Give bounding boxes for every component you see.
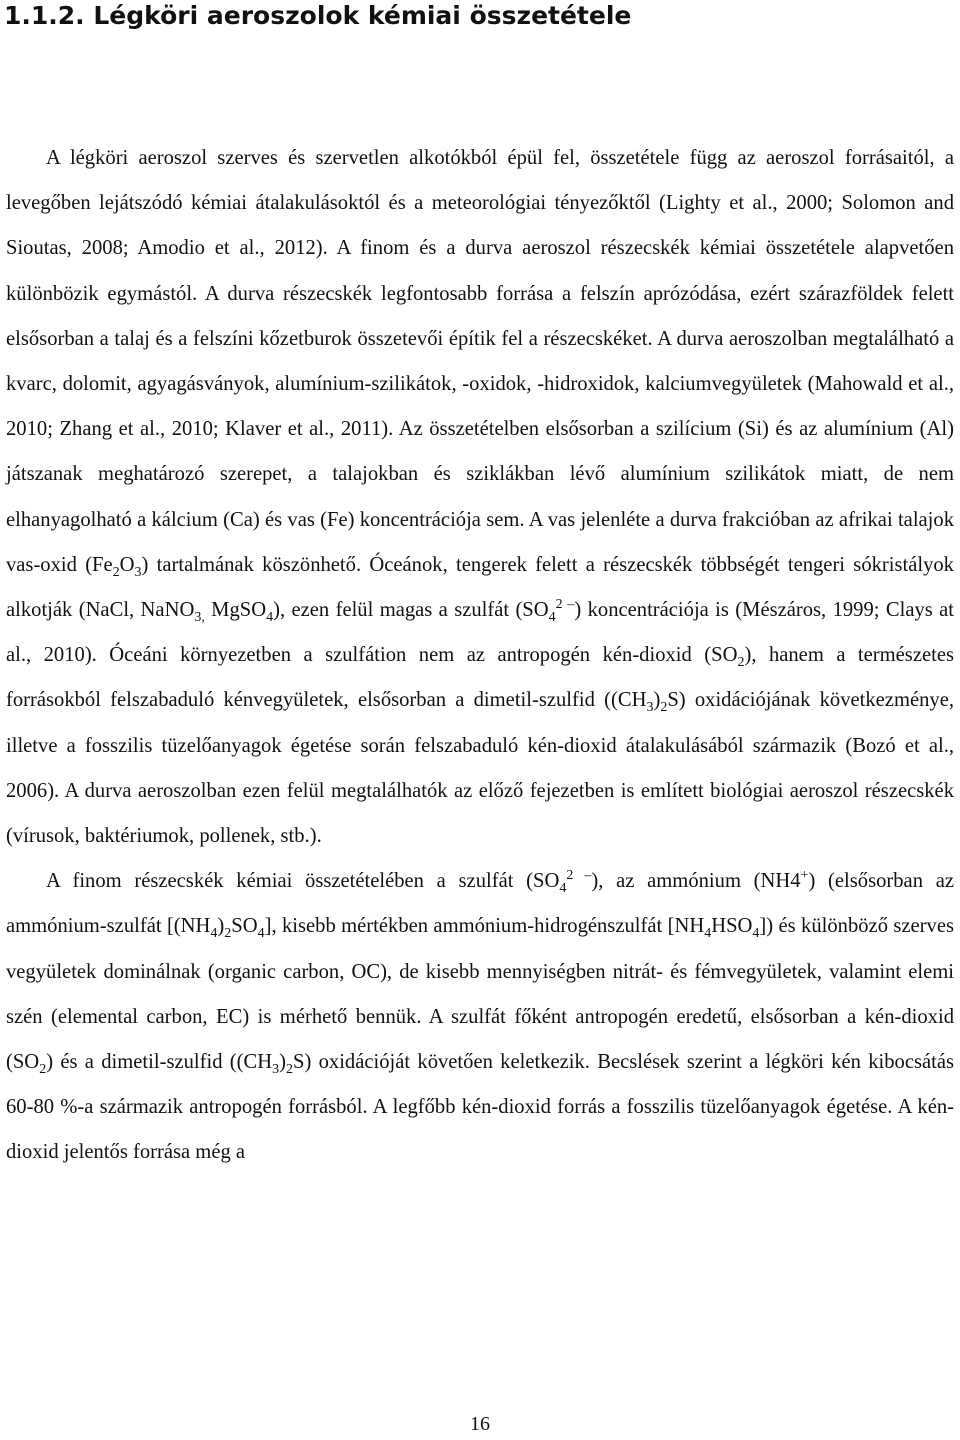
text-segment: O — [119, 553, 135, 576]
text-segment: SO — [231, 915, 258, 938]
text-segment: ) és a dimetil-szulfid ((CH — [46, 1051, 273, 1074]
superscript: 2 – — [555, 597, 575, 613]
text-segment: S) oxidációját követően keletkezik. Becslések szerint a légköri kén kibocsátás 60-80 %-a származik antropogén forrásból. A legfőbb kén-dioxid forrás a fosszilis tüzelőanyagok égetése. A kén-dioxid jelentős forrása még a — [6, 1051, 954, 1164]
subscript: 2 — [112, 564, 120, 580]
subscript: 4 — [257, 926, 265, 942]
subscript: 4 — [752, 926, 760, 942]
text-segment: A légköri aeroszol szerves és szervetlen alkotókból épül fel, összetétele függ az aeroszol forrásaitól, a levegőben lejátszódó kémiai átalakulásoktól és a meteorológiai tényezőktől (Lighty et al., 2000; Solomon and Sioutas, 2008; Amodio et al., 2012). A finom és a durva aeroszol részecskék kémiai összetétele alapvetően különbözik egymástól. — [6, 147, 954, 305]
text-segment: MgSO — [204, 599, 267, 622]
text-segment: A durva részecskék legfontosabb forrása a felszín aprózódása, ezért szárazföldek felett elsősorban a talaj és a felszíni kőzetburok összetevői építik fel a részecskéket. A durva aeroszolban megtalálható a kvarc, dolomit, agyagásványok, alumínium-szilikátok, -oxidok, -hidroxidok, kalciumvegyületek (Mahowald et al., 2010; Zhang et al., 2010; Klaver et al., 2011). Az összetételben elsősorban a szilícium (Si) és az alumínium (Al) játszanak meghatározó szerepet, a talajokban és sziklákban lévő alumínium szilikátok miatt, de nem elhanyagolható a kálcium (Ca) és vas (Fe) koncentrációja sem. A vas jelenléte a durva frakcióban az afrikai talajok vas-oxid (Fe — [6, 282, 955, 576]
subscript: 3 — [134, 564, 142, 580]
subscript: 3 — [646, 700, 654, 716]
text-segment: A finom részecskék kémiai összetételében a szulfát (SO — [46, 870, 560, 893]
body-text — [6, 136, 954, 1176]
page-number: 16 — [470, 1413, 490, 1435]
text-segment: ), ezen felül magas a szulfát (SO — [273, 599, 549, 622]
superscript: 2 – — [566, 868, 592, 884]
subscript: 2 — [285, 1062, 293, 1078]
subscript: 3 — [272, 1062, 280, 1078]
subscript: 4 — [548, 610, 556, 626]
subscript: 4 — [704, 926, 712, 942]
subscript: 2 — [224, 926, 232, 942]
subscript: 4 — [210, 926, 218, 942]
text-segment: ) (elsősorban az ammónium-szulfát [(NH — [6, 870, 954, 938]
text-segment: S) oxidációjának következménye, illetve a fosszilis tüzelőanyagok égetése során felszabaduló kén-dioxid átalakulásából származik (Bozó et al., 2006). A durva aeroszolban ezen felül megtalálhatók az előző fejezetben is említett biológiai aeroszol részecskék (vírusok, baktériumok, pollenek, stb.). — [6, 689, 954, 848]
text-segment: ) — [653, 689, 661, 712]
superscript: + — [800, 868, 809, 884]
subscript: 2 — [737, 655, 745, 671]
text-segment: ), hanem a természetes forrásokból felszabaduló kénvegyületek, elsősorban a dimetil-szulfid ((CH — [6, 644, 954, 712]
subscript: 4 — [266, 610, 274, 626]
text-segment: ) koncentrációja is (Mészáros, 1999; Clays at al., 2010). Óceáni környezetben a szulfátion nem az antropogén kén-dioxid (SO — [6, 599, 955, 667]
paragraph-fine-particles — [6, 859, 954, 1175]
section-heading: 1.1.2. Légköri aeroszolok kémiai összetétele — [4, 1, 632, 30]
paragraph-composition-intro — [6, 136, 954, 859]
text-segment: ], kisebb mértékben ammónium-hidrogénszulfát [NH — [264, 915, 705, 938]
text-segment: ) tartalmának köszönhető. Óceánok, tengerek felett a részecskék többségét tengeri sókristályok alkotják (NaCl, NaNO — [6, 553, 954, 622]
text-segment: HSO — [711, 915, 753, 938]
subscript: 3, — [194, 610, 205, 626]
subscript: 2 — [660, 700, 668, 716]
text-segment: ), az ammónium (NH4 — [591, 870, 801, 893]
text-segment: ) — [279, 1051, 286, 1074]
text-segment: ) — [217, 915, 225, 938]
subscript: 2 — [39, 1062, 47, 1078]
text-segment: ]) és különböző szerves vegyületek dominálnak (organic carbon, OC), de kisebb mennyiségben nitrát- és fémvegyületek, valamint elemi szén (elemental carbon, EC) is mérhető bennük. A szulfát főként antropogén eredetű, elsősorban a kén-dioxid (SO — [6, 915, 954, 1074]
subscript: 4 — [559, 881, 567, 897]
